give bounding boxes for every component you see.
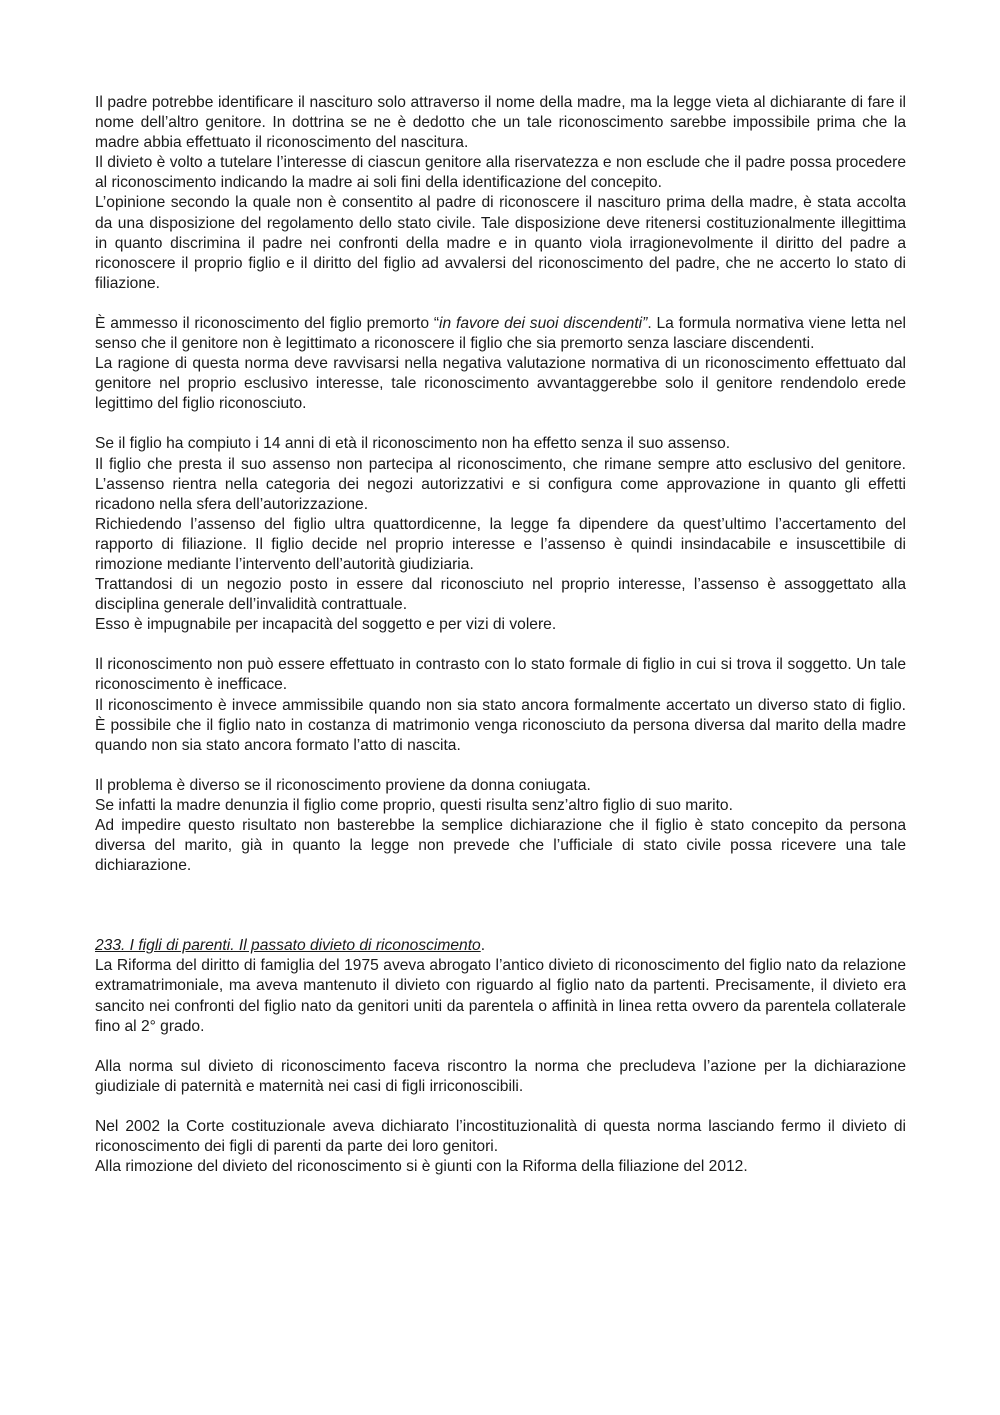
paragraph: Il figlio che presta il suo assenso non partecipa al riconoscimento, che rimane sempre atto esclusivo del genitore. L’assenso rientra nella categoria dei negozi autorizzativi e si configura come approvazione in quanto gli effetti ricadono nella sfera dell’autorizzazione. xyxy=(95,455,906,513)
paragraph: Se il figlio ha compiuto i 14 anni di età il riconoscimento non ha effetto senza il suo assenso. xyxy=(95,435,731,453)
paragraph: L’opinione secondo la quale non è consentito al padre di riconoscere il nascituro prima della madre, è stata accolta da una disposizione del regolamento dello stato civile. Tale disposizione deve ritenersi costituzionalmente illegittima in quanto discrimina il padre nei confronti della madre e in quanto viola irragionevolmente il diritto del padre a riconoscere il proprio figlio e il diritto del figlio ad avvalersi del riconoscimento del padre, che ne accerto lo stato di filiazione. xyxy=(95,194,906,292)
paragraph xyxy=(95,314,906,354)
section-heading xyxy=(95,936,906,956)
paragraph: La ragione di questa norma deve ravvisarsi nella negativa valutazione normativa di un riconoscimento effettuato dal genitore nel proprio esclusivo interesse, tale riconoscimento avvantaggerebbe solo il genitore rendendolo erede legittimo del figlio riconosciuto. xyxy=(95,355,906,413)
paragraph: Alla rimozione del divieto del riconoscimento si è giunti con la Riforma della filiazione del 2012. xyxy=(95,1158,748,1176)
italic-quote: in favore dei suoi discendenti” xyxy=(439,314,648,332)
text-run: . La formula normativa viene letta nel senso che il genitore non è legittimato a riconoscere il figlio che sia premorto senza lasciare discendenti. xyxy=(95,314,906,353)
paragraph: Alla norma sul divieto di riconoscimento faceva riscontro la norma che precludeva l’azione per la dichiarazione giudiziale di paternità e maternità nei casi di figli irriconoscibili. xyxy=(95,1057,906,1095)
paragraph: Il padre potrebbe identificare il nascituro solo attraverso il nome della madre, ma la legge vieta al dichiarante di fare il nome dell’altro genitore. In dottrina se ne è dedotto che un tale riconoscimento sarebbe impossibile prima che la madre abbia effettuato il riconoscimento del nascitura. xyxy=(95,94,906,152)
paragraph: Il problema è diverso se il riconoscimento proviene da donna coniugata. xyxy=(95,776,591,794)
paragraph: Richiedendo l’assenso del figlio ultra quattordicenne, la legge fa dipendere da quest’ultimo l’accertamento del rapporto di filiazione. Il figlio decide nel proprio interesse e l’assenso è quindi insindacabile e insuscettibile di rimozione mediante l’intervento dell’autorità giudiziaria. xyxy=(95,515,906,573)
section-heading-period: . xyxy=(480,937,486,955)
text-run: È ammesso il riconoscimento del figlio premorto “ xyxy=(95,314,440,332)
paragraph: Il divieto è volto a tutelare l’interesse di ciascun genitore alla riservatezza e non esclude che il padre possa procedere al riconoscimento indicando la madre ai soli fini della identificazione del concepito. xyxy=(95,154,906,192)
document-page xyxy=(95,93,906,1177)
paragraph: Ad impedire questo risultato non basterebbe la semplice dichiarazione che il figlio è stato concepito da persona diversa del marito, già in quanto la legge non prevede che l’ufficiale di stato civile possa ricevere una tale dichiarazione. xyxy=(95,817,906,875)
paragraph: Trattandosi di un negozio posto in essere dal riconosciuto nel proprio interesse, l’assenso è assoggettato alla disciplina generale dell’invalidità contrattuale. xyxy=(95,576,906,614)
section-heading-text: 233. I figli di parenti. Il passato divieto di riconoscimento xyxy=(95,937,481,955)
paragraph: Il riconoscimento non può essere effettuato in contrasto con lo stato formale di figlio in cui si trova il soggetto. Un tale riconoscimento è inefficace. xyxy=(95,656,906,694)
paragraph: Esso è impugnabile per incapacità del soggetto e per vizi di volere. xyxy=(95,616,557,634)
paragraph: Il riconoscimento è invece ammissibile quando non sia stato ancora formalmente accertato un diverso stato di figlio. È possibile che il figlio nato in costanza di matrimonio venga riconosciuto da persona diversa dal marito della madre quando non sia stato ancora formato l’atto di nascita. xyxy=(95,696,906,754)
paragraph: La Riforma del diritto di famiglia del 1975 aveva abrogato l’antico divieto di riconoscimento del figlio nato da relazione extramatrimoniale, ma aveva mantenuto il divieto con riguardo al figlio nato da partenti. Precisamente, il divieto era sancito nei confronti del figlio nato da genitori uniti da parentela o affinità in linea retta ovvero da parentela collaterale fino al 2° grado. xyxy=(95,957,906,1035)
paragraph: Se infatti la madre denunzia il figlio come proprio, questi risulta senz’altro figlio di suo marito. xyxy=(95,796,733,814)
paragraph: Nel 2002 la Corte costituzionale aveva dichiarato l’incostituzionalità di questa norma lasciando fermo il divieto di riconoscimento dei figli di parenti da parte dei loro genitori. xyxy=(95,1117,906,1156)
